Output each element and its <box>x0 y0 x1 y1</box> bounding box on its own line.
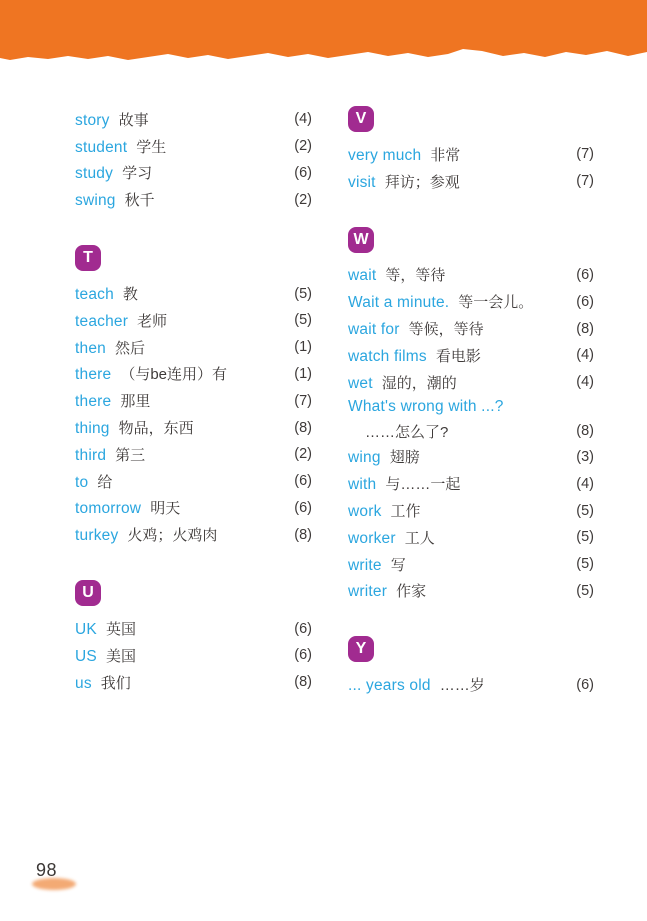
entry-word: to <box>75 473 89 491</box>
entry-page-ref: (5) <box>576 556 594 573</box>
entry-word: visit <box>348 173 376 191</box>
entry-meaning: 工人 <box>404 529 435 547</box>
entry-word: very much <box>348 146 422 164</box>
entry-word: with <box>348 476 377 494</box>
entry-text <box>75 444 145 465</box>
entry-text <box>75 283 138 304</box>
entry-word: ... years old <box>348 677 431 695</box>
vocab-entry <box>75 361 312 388</box>
entry-page-ref: (7) <box>294 392 312 409</box>
vocab-entry <box>75 307 312 334</box>
entry-page-ref: (8) <box>576 423 594 440</box>
vocab-entry <box>348 671 594 698</box>
vocab-entry <box>75 669 312 696</box>
entry-meaning: 非常 <box>430 146 461 164</box>
entry-text <box>348 318 484 339</box>
entry-word: wait <box>348 267 377 285</box>
entry-meaning: 然后 <box>114 339 145 357</box>
vocab-entry <box>75 615 312 642</box>
entry-meaning: 工作 <box>390 503 421 521</box>
entry-meaning: 英国 <box>105 621 136 639</box>
entry-word: worker <box>348 529 396 547</box>
entry-meaning: 看电影 <box>435 347 481 365</box>
entry-meaning: 明天 <box>150 500 181 518</box>
entry-word: wing <box>348 449 381 467</box>
entry-meaning: 给 <box>97 473 113 491</box>
vocab-entry <box>348 262 594 289</box>
vocab-entry <box>75 414 312 441</box>
entry-page-ref: (8) <box>294 419 312 436</box>
entry-meaning: 我们 <box>100 674 131 692</box>
entry-page-ref: (1) <box>294 339 312 356</box>
entry-page-ref: (5) <box>576 582 594 599</box>
entry-page-ref: (3) <box>576 448 594 465</box>
entry-meaning: 学习 <box>122 165 153 183</box>
entry-meaning: ……岁 <box>439 677 485 695</box>
entry-word: US <box>75 647 97 665</box>
entry-page-ref: (6) <box>294 164 312 181</box>
entry-page-ref: (2) <box>294 138 312 155</box>
vocab-entry <box>348 168 594 195</box>
entry-word: What's wrong with ...? <box>348 398 504 416</box>
entry-text <box>75 189 155 210</box>
entry-text <box>75 672 131 693</box>
entry-text <box>75 497 180 518</box>
entry-text <box>75 109 149 130</box>
entry-meaning: 秋千 <box>124 192 155 210</box>
entry-text <box>75 618 136 639</box>
entry-text <box>348 500 421 521</box>
entry-text <box>348 291 533 312</box>
entry-word: student <box>75 138 128 156</box>
entry-page-ref: (8) <box>294 526 312 543</box>
entry-word: us <box>75 674 92 692</box>
entry-meaning: ……怎么了? <box>365 423 449 441</box>
torn-paper-edge <box>0 0 647 70</box>
vocab-section <box>348 636 594 698</box>
entry-text <box>348 446 420 467</box>
entry-page-ref: (4) <box>576 374 594 391</box>
entry-page-ref: (2) <box>294 446 312 463</box>
vocab-entry <box>348 396 594 444</box>
entry-text <box>348 171 460 192</box>
entry-text <box>75 390 150 411</box>
entry-page-ref: (4) <box>294 111 312 128</box>
entry-text <box>348 674 485 695</box>
entry-text <box>348 554 406 575</box>
vocab-entry <box>75 521 312 548</box>
entry-page-ref: (6) <box>294 473 312 490</box>
vocab-entry <box>348 342 594 369</box>
entry-meaning: （与be连用）有 <box>120 366 228 384</box>
entry-meaning: 等候，等待 <box>408 321 484 339</box>
entry-page-ref: (2) <box>294 191 312 208</box>
vocab-entry <box>348 470 594 497</box>
entry-page-ref: (5) <box>294 285 312 302</box>
section-letter-badge-u: U <box>75 580 101 606</box>
vocab-entry <box>348 369 594 396</box>
entry-meaning: 那里 <box>120 393 151 411</box>
entry-text <box>75 417 194 438</box>
vocab-entry <box>75 642 312 669</box>
entry-meaning: 与……一起 <box>385 476 461 494</box>
entry-page-ref: (5) <box>576 529 594 546</box>
column-right <box>348 106 594 698</box>
vocab-entry <box>348 497 594 524</box>
entry-meaning: 拜访；参观 <box>384 173 460 191</box>
entry-word: study <box>75 165 114 183</box>
entry-page-ref: (6) <box>294 499 312 516</box>
vocab-entry <box>348 141 594 168</box>
section-letter-badge-v: V <box>348 106 374 132</box>
entry-text <box>75 162 152 183</box>
entry-meaning: 等一会儿。 <box>458 294 534 312</box>
entry-page-ref: (6) <box>294 647 312 664</box>
entry-line1 <box>348 396 594 419</box>
entry-word: write <box>348 556 382 574</box>
vocab-entry <box>75 441 312 468</box>
entry-word: tomorrow <box>75 500 142 518</box>
entry-page-ref: (6) <box>576 293 594 310</box>
entry-word: wet <box>348 374 373 392</box>
entry-word: thing <box>75 420 110 438</box>
page-number-text: 98 <box>36 860 58 880</box>
vocab-section <box>348 106 594 195</box>
entry-word: third <box>75 446 107 464</box>
entry-meaning: 作家 <box>396 583 427 601</box>
entry-word: UK <box>75 621 97 639</box>
entry-page-ref: (6) <box>294 620 312 637</box>
vocab-entry <box>348 524 594 551</box>
vocab-entry <box>348 578 594 605</box>
entry-word: swing <box>75 192 116 210</box>
entry-meaning: 等，等待 <box>385 267 446 285</box>
vocab-entry <box>75 468 312 495</box>
entry-page-ref: (5) <box>576 502 594 519</box>
entry-text <box>348 372 457 393</box>
entry-word: teach <box>75 286 114 304</box>
entry-text <box>348 473 460 494</box>
entry-page-ref: (6) <box>576 266 594 283</box>
vocab-entry <box>348 315 594 342</box>
vocab-entry <box>75 280 312 307</box>
entry-word: Wait a minute. <box>348 294 450 312</box>
entry-page-ref: (4) <box>576 475 594 492</box>
vocab-entry <box>75 334 312 361</box>
entry-text <box>75 645 136 666</box>
entry-page-ref: (6) <box>576 676 594 693</box>
entry-text <box>348 345 481 366</box>
entry-text <box>348 580 426 601</box>
entry-meaning: 第三 <box>115 446 146 464</box>
vocab-entry <box>75 133 312 160</box>
vocab-entry <box>348 288 594 315</box>
entry-word: then <box>75 339 106 357</box>
entry-page-ref: (4) <box>576 347 594 364</box>
entry-text <box>348 144 460 165</box>
page-number <box>36 860 96 896</box>
entry-text <box>75 524 217 545</box>
section-letter-badge-w: W <box>348 227 374 253</box>
entry-page-ref: (7) <box>576 146 594 163</box>
entry-word: writer <box>348 583 388 601</box>
entry-word: watch films <box>348 347 427 365</box>
entry-word: wait for <box>348 321 400 339</box>
vocab-section <box>75 580 312 695</box>
entry-page-ref: (7) <box>576 173 594 190</box>
entry-page-ref: (8) <box>576 320 594 337</box>
entry-meaning: 美国 <box>105 647 136 665</box>
section-letter-badge-y: Y <box>348 636 374 662</box>
entry-meaning: 翅膀 <box>389 449 420 467</box>
column-left <box>75 106 312 696</box>
entry-word: there <box>75 366 112 384</box>
vocab-entry <box>348 551 594 578</box>
entry-word: story <box>75 111 110 129</box>
entry-text <box>75 337 145 358</box>
entry-meaning: 教 <box>122 286 138 304</box>
vocab-entry <box>75 495 312 522</box>
vocab-entry <box>75 387 312 414</box>
entry-page-ref: (5) <box>294 312 312 329</box>
entry-text <box>75 310 167 331</box>
vocab-entry <box>348 444 594 471</box>
entry-word: there <box>75 393 112 411</box>
entry-meaning: 老师 <box>137 312 168 330</box>
section-letter-badge-t: T <box>75 245 101 271</box>
vocab-section <box>75 245 312 548</box>
vocab-section <box>75 106 312 213</box>
vocab-section <box>348 227 594 605</box>
entry-line2 <box>348 419 594 444</box>
entry-text <box>75 471 112 492</box>
entry-page-ref: (8) <box>294 674 312 691</box>
entry-meaning: 故事 <box>118 111 149 129</box>
entry-text <box>75 136 166 157</box>
header-torn-band <box>0 0 647 70</box>
entry-page-ref: (1) <box>294 365 312 382</box>
entry-meaning: 物品，东西 <box>118 420 194 438</box>
vocab-entry <box>75 106 312 133</box>
entry-meaning: 湿的，潮的 <box>381 374 457 392</box>
vocab-entry <box>75 186 312 213</box>
entry-meaning: 写 <box>390 556 406 574</box>
entry-text <box>348 527 435 548</box>
entry-meaning: 火鸡；火鸡肉 <box>127 527 218 545</box>
entry-word: work <box>348 503 382 521</box>
entry-word: teacher <box>75 312 129 330</box>
entry-word: turkey <box>75 527 119 545</box>
entry-text <box>348 264 445 285</box>
entry-meaning: 学生 <box>136 138 167 156</box>
vocab-entry <box>75 160 312 187</box>
entry-text <box>75 363 227 384</box>
